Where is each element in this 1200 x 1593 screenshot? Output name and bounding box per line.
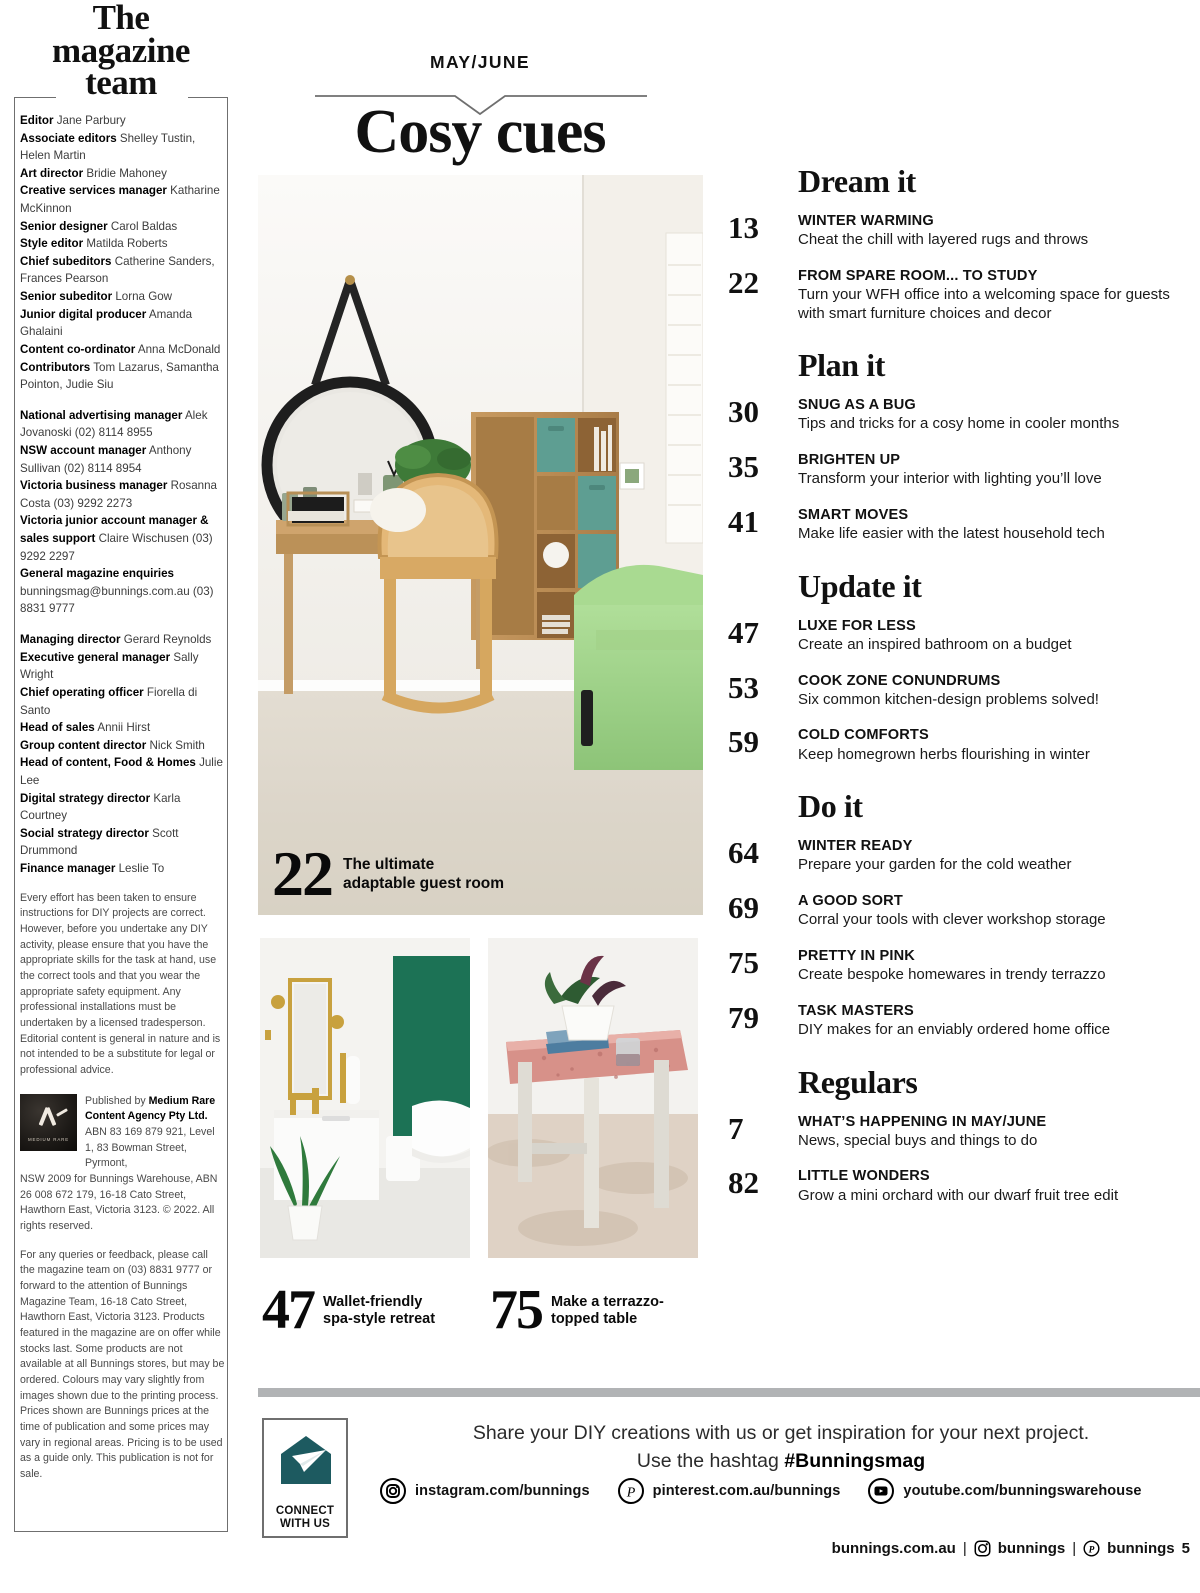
hero-caption <box>272 838 505 910</box>
credit-line <box>20 407 225 442</box>
share-hashtag: #Bunningsmag <box>784 1449 926 1472</box>
contents-entry[interactable] <box>718 264 1188 323</box>
footer-pinterest-handle[interactable]: bunnings <box>1107 1540 1175 1557</box>
svg-text:P: P <box>1088 1545 1095 1556</box>
footer-pinterest-icon <box>1083 1540 1100 1557</box>
contents-entry-desc: Create an inspired bathroom on a budget <box>798 635 1072 653</box>
credit-role: NSW account manager <box>20 443 147 457</box>
credit-line <box>20 790 225 825</box>
contents-entry-body <box>798 1113 1188 1151</box>
credit-role: Managing director <box>20 633 121 647</box>
thumb-right-text <box>551 1294 664 1333</box>
contents-entry-title: WINTER WARMING <box>798 213 934 229</box>
contents-entry-title: COLD COMFORTS <box>798 727 929 744</box>
contents-entry-desc: Turn your WFH office into a welcoming space for guests with smart furniture choices and decor <box>798 286 1170 322</box>
contents-entry-page: 53 <box>728 669 759 705</box>
credit-names: Lorna Gow <box>112 290 173 304</box>
pinterest-icon <box>618 1478 644 1504</box>
publisher-name: Medium Rare Content Agency Pty Ltd. <box>85 1094 216 1123</box>
instagram-icon <box>380 1478 406 1504</box>
credit-line <box>20 719 225 737</box>
social-links-row <box>380 1478 1170 1504</box>
contents-entry[interactable] <box>718 503 1188 544</box>
contents-entry-desc: News, special buys and things to do <box>798 1131 1038 1149</box>
credit-line <box>20 684 225 719</box>
credit-line <box>20 182 225 217</box>
credit-role: Senior designer <box>20 219 108 233</box>
share-line-1: Share your DIY creations with us or get inspiration for your next project. <box>472 1422 1090 1444</box>
contents-entry-page: 22 <box>728 264 759 300</box>
contents-entry-desc: Cheat the chill with layered rugs and throws <box>798 231 1089 249</box>
social-link[interactable] <box>868 1478 1141 1504</box>
credit-line <box>20 737 225 755</box>
contents-entry-title: SNUG AS A BUG <box>798 397 916 414</box>
contents-entry[interactable] <box>718 451 1188 489</box>
credit-line <box>20 477 225 512</box>
contents-entry-page: 35 <box>728 449 759 485</box>
hero-caption-number: 22 <box>272 838 332 910</box>
credit-role: Junior digital producer <box>20 307 147 321</box>
credit-names: Bridie Mahoney <box>83 166 167 180</box>
bathroom-illustration <box>260 938 470 1258</box>
credit-names: Matilda Roberts <box>83 237 168 251</box>
publisher-block <box>20 1094 225 1172</box>
credit-names: Annii Hirst <box>94 721 151 735</box>
credit-role: Art director <box>20 166 84 180</box>
contents-entry-desc: Transform your interior with lighting you’ll love <box>798 470 1102 488</box>
footer-instagram-handle[interactable]: bunnings <box>997 1540 1066 1557</box>
credit-line <box>20 341 225 359</box>
contents-entry[interactable] <box>718 944 1188 985</box>
credit-names: Anthony Sullivan (02) 8114 8954 <box>20 443 192 475</box>
credits-list <box>20 112 225 1483</box>
contents-entry-page: 79 <box>728 999 759 1035</box>
contents-entry[interactable] <box>718 614 1188 655</box>
credit-names: Tom Lazarus, Samantha Pointon, Judie Siu <box>20 360 219 392</box>
credit-line <box>20 825 225 860</box>
credit-role: Head of content, Food & Homes <box>20 756 196 770</box>
connect-icon-svg <box>276 1432 336 1488</box>
contents-entry-desc: Create bespoke homewares in trendy terrazzo <box>798 966 1106 984</box>
share-line-2 <box>362 1448 1200 1476</box>
credit-line <box>20 754 225 789</box>
publisher-address-head: ABN 83 169 879 921, Level 1, 83 Bowman Street, Pyrmont, <box>85 1126 215 1170</box>
envelope-paperplane-icon <box>276 1432 336 1488</box>
feedback-text: For any queries or feedback, please call the magazine team on (03) 8831 9777 or forward to the attention of Bunnings Magazine Team, 16-18 Cato Street, Hawthorn East, Victoria 3123. Products featured in the magazine are on offer while stocks last. Some products are not available at all Bunnings stores, but may be ordered. Colours may vary slightly from images shown due to the printing process. Prices shown are Bunnings prices at the time of publication and some prices may vary in regional areas. Pricing is to be used as a guide only. This publication is not for sale. <box>20 1248 225 1481</box>
contents-entry-page: 64 <box>728 835 759 871</box>
credit-role: Victoria business manager <box>20 479 168 493</box>
contents-entry-body <box>798 1167 1188 1205</box>
share-message <box>362 1420 1200 1475</box>
thumb-left-caption <box>262 1279 436 1342</box>
credit-role: Editor <box>20 114 54 127</box>
thumb-right-line-1: Make a terrazzo- <box>551 1293 664 1310</box>
contents-entry[interactable] <box>718 726 1188 764</box>
sidebar-masthead <box>0 0 242 103</box>
contents-entry-body <box>798 212 1188 250</box>
footer-page-number: 5 <box>1181 1540 1190 1557</box>
credit-line <box>20 218 225 236</box>
contents-entry-title: BRIGHTEN UP <box>798 452 901 469</box>
credit-role: General magazine enquiries <box>20 567 174 581</box>
contents-entry-title: WHAT’S HAPPENING IN MAY/JUNE <box>798 1113 1047 1130</box>
credit-line <box>20 112 225 130</box>
contents-entry-page: 30 <box>728 394 759 430</box>
credit-names: Carol Baldas <box>107 219 178 233</box>
credit-role: Executive general manager <box>20 650 171 664</box>
credit-role: Head of sales <box>20 721 95 735</box>
hero-caption-line-2: adaptable guest room <box>343 875 505 893</box>
contents-entry-title: TASK MASTERS <box>798 1002 914 1019</box>
contents-entry-desc: Grow a mini orchard with our dwarf fruit tree edit <box>798 1186 1119 1204</box>
thumb-left-line-2: spa-style retreat <box>323 1311 436 1328</box>
contents-entry-page: 41 <box>728 503 759 539</box>
credit-role: Senior subeditor <box>20 290 113 304</box>
contents-entry-body <box>798 672 1188 710</box>
thumb-left-line-1: Wallet-friendly <box>323 1293 423 1310</box>
contents-section-heading: Regulars <box>798 1063 918 1100</box>
credit-role: Style editor <box>20 237 84 251</box>
credit-line <box>20 359 225 394</box>
footer-sep-2: | <box>1072 1540 1077 1557</box>
credits-advertising-block <box>20 407 225 618</box>
publisher-prefix: Published by <box>85 1094 149 1107</box>
credit-role: Social strategy director <box>20 826 149 840</box>
share-line-2-prefix: Use the hashtag <box>636 1449 785 1472</box>
contents-entry-desc: Six common kitchen-design problems solved! <box>798 690 1099 708</box>
credit-names: Gerard Reynolds <box>120 633 212 647</box>
connect-label-line-1: CONNECT <box>275 1504 335 1517</box>
connect-label-line-2: WITH US <box>280 1517 330 1530</box>
thumb-right-number: 75 <box>490 1279 542 1342</box>
masthead-line-3: team <box>85 63 157 103</box>
contents-entry-title: LITTLE WONDERS <box>798 1168 930 1185</box>
credit-line <box>20 442 225 477</box>
contents-entry-body <box>798 947 1188 985</box>
terrazzo-table-illustration <box>488 938 698 1258</box>
credit-line <box>20 130 225 165</box>
social-link[interactable] <box>380 1478 590 1504</box>
contents-entry[interactable] <box>718 669 1188 710</box>
contents-entry-title: LUXE FOR LESS <box>798 617 916 634</box>
credit-line <box>20 235 225 253</box>
contents-entry-desc: DIY makes for an enviably ordered home office <box>798 1020 1111 1038</box>
magazine-team-sidebar <box>0 0 242 1593</box>
contents-entry[interactable] <box>718 999 1188 1040</box>
contents-entry-body <box>798 617 1188 655</box>
credit-line <box>20 512 225 565</box>
credit-line <box>20 165 225 183</box>
credit-names: Alek Jovanoski (02) 8114 8955 <box>20 408 208 440</box>
contents-entry-body <box>798 726 1188 764</box>
credits-management-block <box>20 631 225 878</box>
credit-line <box>20 253 225 288</box>
credits-spacer-4 <box>20 1079 225 1092</box>
contents-entry-title: COOK ZONE CONUNDRUMS <box>798 672 1001 689</box>
credit-names: Nick Smith <box>146 738 205 752</box>
social-link-label[interactable]: pinterest.com.au/bunnings <box>652 1483 841 1499</box>
credits-spacer-2 <box>20 618 225 631</box>
credit-names: Claire Wischusen (03) 9292 2297 <box>20 532 213 563</box>
contents-entry[interactable] <box>718 837 1188 875</box>
contents-section-heading: Dream it <box>798 163 916 199</box>
credit-line <box>20 860 225 878</box>
footer-website[interactable]: bunnings.com.au <box>831 1540 956 1557</box>
credit-role: National advertising manager <box>20 408 183 422</box>
contents-entry-body <box>798 1002 1188 1040</box>
credit-role: Digital strategy director <box>20 791 151 805</box>
footer-instagram-icon <box>974 1540 991 1557</box>
thumb-left-number: 47 <box>262 1279 314 1342</box>
footer-right-strip <box>832 1540 1190 1557</box>
contents-entry[interactable] <box>718 212 1188 250</box>
credit-names: Amanda Ghalaini <box>20 307 193 339</box>
youtube-icon <box>868 1478 894 1504</box>
credits-spacer-1 <box>20 394 225 407</box>
contents-entry-body <box>798 396 1188 434</box>
contents-entry-title: SMART MOVES <box>798 506 909 523</box>
connect-label <box>264 1505 346 1531</box>
credits-spacer-3 <box>20 878 225 891</box>
credit-names: Karla Courtney <box>20 791 181 823</box>
issue-date: MAY/JUNE <box>429 52 531 72</box>
contents-entry-body <box>798 892 1188 930</box>
contents-entry[interactable] <box>718 1110 1188 1151</box>
social-link-label[interactable]: youtube.com/bunningswarehouse <box>903 1483 1142 1499</box>
masthead-line-2: magazine <box>52 30 190 70</box>
contents-entry-body <box>798 267 1188 323</box>
medium-rare-logo-icon <box>20 1094 77 1151</box>
credits-spacer-5 <box>20 1235 225 1248</box>
credit-role: Chief subeditors <box>20 254 112 268</box>
credit-names: Catherine Sanders, Frances Pearson <box>20 254 215 286</box>
contents-entry-desc: Make life easier with the latest household tech <box>798 525 1105 543</box>
credit-role: Chief operating officer <box>20 685 144 699</box>
contents-entry[interactable] <box>718 892 1188 930</box>
thumb-photo-terrazzo-table <box>488 938 698 1258</box>
credit-role: Creative services manager <box>20 184 167 198</box>
masthead-line-1: The <box>92 0 150 37</box>
publisher-address-rest: NSW 2009 for Bunnings Warehouse, ABN 26 008 672 179, 16-18 Cato Street, Hawthorn East, Victoria 3123. © 2022. All rights reserved. <box>20 1173 218 1233</box>
thumb-right-caption <box>490 1279 664 1342</box>
connect-with-us-badge <box>262 1418 348 1538</box>
footer-sep-1: | <box>962 1540 967 1557</box>
credit-names: Katharine McKinnon <box>20 184 220 216</box>
contents-entry-page: 13 <box>728 210 759 245</box>
publisher-info <box>85 1094 225 1172</box>
contents-entry-page: 75 <box>728 944 759 980</box>
contents-entry-page: 82 <box>728 1165 759 1201</box>
credit-names: Rosanna Costa (03) 9292 2273 <box>20 479 217 510</box>
credit-names: Fiorella di Santo <box>20 685 198 717</box>
contents-entry-desc: Keep homegrown herbs flourishing in winter <box>798 745 1090 763</box>
hero-caption-line-1: The ultimate <box>343 856 435 874</box>
contents-entry-page: 47 <box>728 614 759 650</box>
social-link-label[interactable]: instagram.com/bunnings <box>415 1483 590 1499</box>
footer-divider-bar <box>258 1388 1200 1397</box>
contents-entry-body <box>798 451 1188 489</box>
contents-entry-desc: Corral your tools with clever workshop storage <box>798 911 1106 929</box>
credit-line <box>20 631 225 649</box>
contents-entry-title: FROM SPARE ROOM... TO STUDY <box>798 267 1038 284</box>
contents-entry-title: PRETTY IN PINK <box>798 947 915 964</box>
credit-names: Scott Drummond <box>20 826 179 858</box>
contents-entry-body <box>798 506 1188 544</box>
svg-text:P: P <box>626 1485 635 1501</box>
credit-role: Contributors <box>20 360 91 374</box>
contents-entry-title: A GOOD SORT <box>798 893 903 910</box>
credit-line <box>20 649 225 684</box>
credit-role: Victoria junior account manager & sales support <box>20 514 209 546</box>
credit-role: Associate editors <box>20 131 117 145</box>
credit-role: Finance manager <box>20 861 116 875</box>
credit-names: Shelley Tustin, Helen Martin <box>20 131 196 163</box>
credit-names: Anna McDonald <box>135 342 221 356</box>
credit-role: Content co-ordinator <box>20 342 136 356</box>
contents-section-heading: Do it <box>798 788 863 825</box>
contents-entry-desc: Prepare your garden for the cold weather <box>798 856 1072 874</box>
contents-entry-page: 69 <box>728 890 759 926</box>
table-of-contents <box>718 165 1188 1222</box>
credit-line <box>20 565 225 618</box>
contents-entry-page: 59 <box>728 724 759 760</box>
credit-line <box>20 306 225 341</box>
contents-entry-desc: Tips and tricks for a cosy home in cooler months <box>798 415 1120 433</box>
credit-names: Leslie To <box>115 861 165 875</box>
contents-section-heading: Update it <box>798 567 922 604</box>
medium-rare-logo-caption: MEDIUM RARE <box>27 1136 70 1142</box>
credit-names: Julie Lee <box>20 756 223 787</box>
hero-caption-text <box>343 856 504 899</box>
credit-names: Jane Parbury <box>53 114 126 127</box>
contents-entry[interactable] <box>718 1167 1188 1205</box>
thumb-right-line-2: topped table <box>551 1311 638 1328</box>
thumb-left-text <box>323 1294 435 1333</box>
credits-team-block <box>20 112 225 394</box>
disclaimer-text: Every effort has been taken to ensure instructions for DIY projects are correct. However, before you undertake any DIY activity, please ensure that you have the appropriate skills for the task at hand, use the correct tools and that you wear the appropriate safety equipment. Any professional installations must be undertaken by a licensed tradesperson. Editorial content is general in nature and is not intended to be a substitute for legal or professional advice. <box>20 891 221 1076</box>
credit-role: Group content director <box>20 738 147 752</box>
contents-entry-body <box>798 837 1188 875</box>
hero-photo-guest-room <box>258 175 703 915</box>
thumb-photo-bathroom <box>260 938 470 1258</box>
contents-entry-page: 7 <box>728 1110 744 1146</box>
contents-entry[interactable] <box>718 396 1188 434</box>
secondary-photo-row <box>258 938 708 1342</box>
page-title: Cosy cues <box>354 98 606 166</box>
credit-line <box>20 288 225 306</box>
social-link[interactable] <box>618 1478 841 1504</box>
hero-illustration <box>258 175 703 915</box>
credit-names: Sally Wright <box>20 650 199 682</box>
contents-entry-title: WINTER READY <box>798 838 913 855</box>
credit-names: bunningsmag@bunnings.com.au (03) 8831 9777 <box>20 584 214 616</box>
contents-section-heading: Plan it <box>798 347 885 384</box>
